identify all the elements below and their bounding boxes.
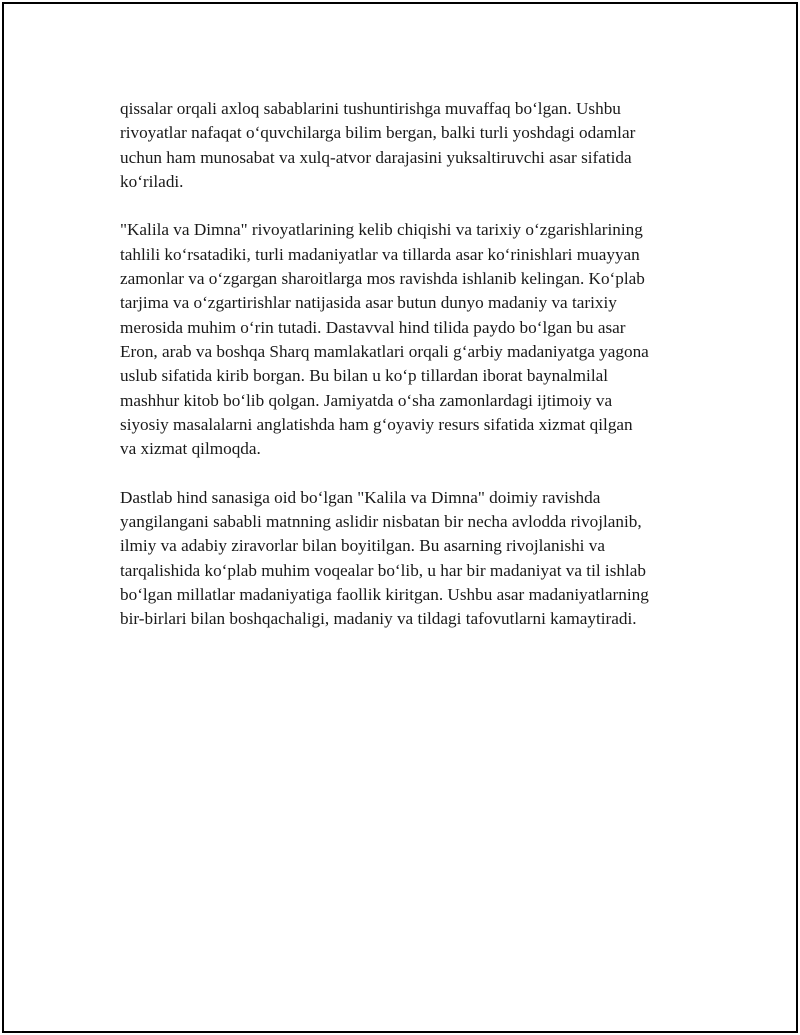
text-line: zamonlar va o‘zgargan sharoitlarga mos ravishda ishlanib kelingan. Ko‘plab bbox=[120, 269, 645, 289]
document-body bbox=[120, 97, 690, 656]
text-line: "Kalila va Dimna" rivoyatlarining kelib chiqishi va tarixiy o‘zgarishlarining bbox=[120, 220, 643, 240]
text-line: bir-birlari bilan boshqachaligi, madaniy va tildagi tafovutlarni kamaytiradi. bbox=[120, 609, 637, 629]
text-line: uchun ham munosabat va xulq-atvor darajasini yuksaltiruvchi asar sifatida bbox=[120, 147, 632, 167]
text-line: tahlili ko‘rsatadiki, turli madaniyatlar va tillarda asar ko‘rinishlari muayyan bbox=[120, 244, 640, 264]
text-line: Eron, arab va boshqa Sharq mamlakatlari orqali g‘arbiy madaniyatga yagona bbox=[120, 341, 649, 361]
paragraph-2 bbox=[120, 218, 690, 461]
text-line: qissalar orqali axloq sabablarini tushuntirishga muvaffaq bo‘lgan. Ushbu bbox=[120, 99, 621, 118]
text-line: bo‘lgan millatlar madaniyatiga faollik kiritgan. Ushbu asar madaniyatlarning bbox=[120, 584, 649, 604]
text-line: mashhur kitob bo‘lib qolgan. Jamiyatda o‘sha zamonlardagi ijtimoiy va bbox=[120, 390, 613, 410]
text-line: Dastlab hind sanasiga oid bo‘lgan "Kalila va Dimna" doimiy ravishda bbox=[120, 487, 601, 507]
text-line: uslub sifatida kirib borgan. Bu bilan u ko‘p tillardan iborat baynalmilal bbox=[120, 366, 608, 386]
text-line: rivoyatlar nafaqat o‘quvchilarga bilim bergan, balki turli yoshdagi odamlar bbox=[120, 123, 636, 143]
text-line: ilmiy va adabiy ziravorlar bilan boyitilgan. Bu asarning rivojlanishi va bbox=[120, 536, 605, 556]
paragraph-1 bbox=[120, 97, 690, 194]
text-line: tarqalishida ko‘plab muhim voqealar bo‘lib, u har bir madaniyat va til ishlab bbox=[120, 560, 646, 580]
text-line: yangilangani sababli matnning aslidir nisbatan bir necha avlodda rivojlanib, bbox=[120, 512, 642, 532]
paragraph-3 bbox=[120, 486, 690, 632]
text-line: va xizmat qilmoqda. bbox=[120, 439, 261, 459]
page-frame bbox=[2, 2, 798, 1033]
text-line: merosida muhim o‘rin tutadi. Dastavval hind tilida paydo bo‘lgan bu asar bbox=[120, 317, 626, 337]
text-line: tarjima va o‘zgartirishlar natijasida asar butun dunyo madaniy va tarixiy bbox=[120, 293, 617, 313]
text-line: siyosiy masalalarni anglatishda ham g‘oyaviy resurs sifatida xizmat qilgan bbox=[120, 414, 633, 434]
text-line: ko‘riladi. bbox=[120, 171, 184, 191]
